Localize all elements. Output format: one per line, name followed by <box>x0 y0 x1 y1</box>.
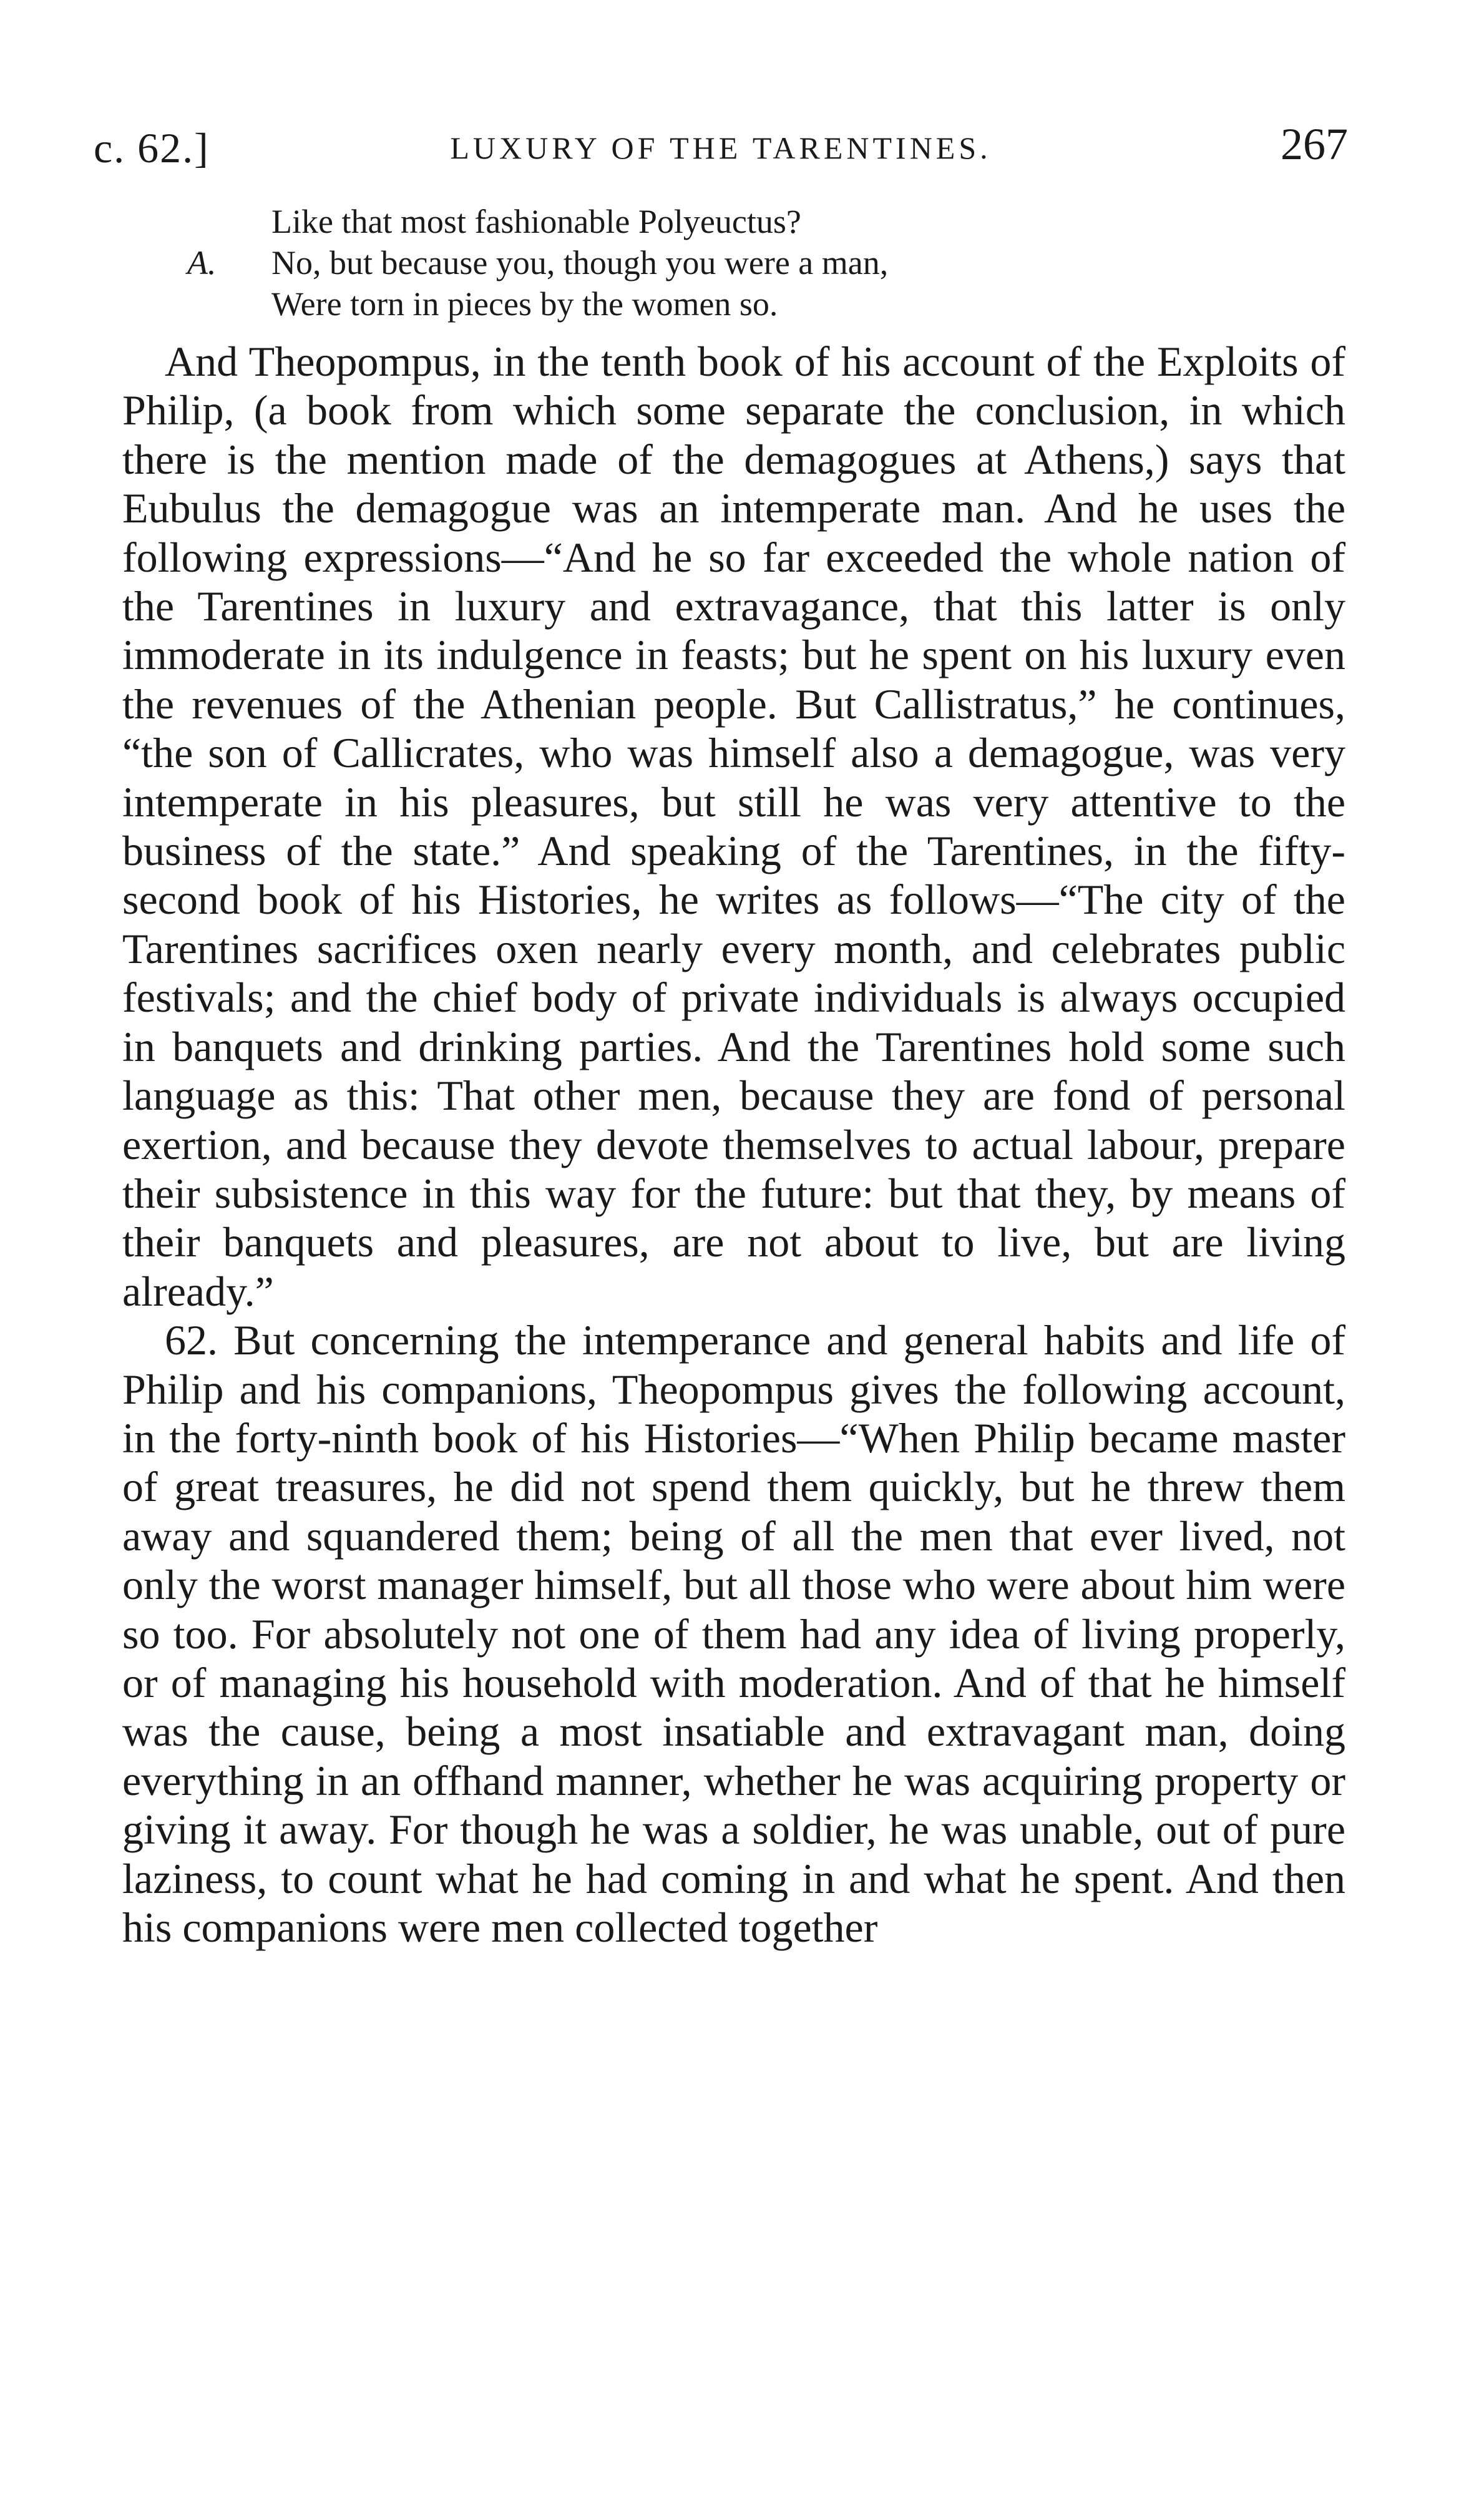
verse-line-1: Like that most fashionable Polyeuctus? <box>271 203 801 240</box>
running-title: LUXURY OF THE TARENTINES. <box>450 130 992 165</box>
page-number: 267 <box>1281 119 1348 169</box>
body-text <box>122 337 1345 1952</box>
paragraph-theopompus-eubulus: And Theopompus, in the tenth book of his account of the Exploits of Philip, (a book from which some separate the conclusion, in which there is the mention made of the demagogues at Athens,) says that Eubulus the demagogue was an intemperate man. And he uses the following expressions—“And he so far exceeded the whole nation of the Tarentines in luxury and extravagance, that this latter is only immoderate in its indulgence in feasts; but he spent on his luxury even the revenues of the Athenian people. But Callistratus,” he continues, “the son of Callicrates, who was himself also a demagogue, was very intemperate in his pleasures, but still he was very attentive to the business of the state.” And speaking of the Tarentines, in the fifty-second book of his Histories, he writes as follows—“The city of the Tarentines sacrifices oxen nearly every month, and celebrates public festivals; and the chief body of private individuals is always occupied in banquets and drinking parties. And the Tarentines hold some such language as this: That other men, because they are fond of personal exertion, and because they devote themselves to actual labour, prepare their subsistence in this way for the future: but that they, by means of their banquets and pleasures, are not about to live, but are living already.” <box>122 338 1345 1315</box>
section-reference: c. 62.] <box>94 124 210 172</box>
verse-line-2-text: No, but because you, though you were a man, <box>271 244 889 281</box>
verse-line-2 <box>187 242 1373 283</box>
running-head <box>94 119 1348 175</box>
speaker-label: A. <box>187 244 217 281</box>
verse-quotation <box>187 201 1373 325</box>
paragraph-62-philip: 62. But concerning the intemperance and general habits and life of Philip and his companions, Theopompus gives the following account, in the forty-ninth book of his Histories—“When Philip became master of great treasures, he did not spend them quickly, but he threw them away and squandered them; being of all the men that ever lived, not only the worst manager himself, but all those who were about him were so too. For absolutely not one of them had any idea of living properly, or of managing his household with moderation. And of that he himself was the cause, being a most insatiable and extravagant man, doing everything in an offhand manner, whether he was acquiring property or giving it away. For though he was a soldier, he was unable, out of pure laziness, to count what he had coming in and what he spent. And then his companions were men collected together <box>122 1316 1345 1951</box>
verse-line-3: Were torn in pieces by the women so. <box>271 285 778 323</box>
